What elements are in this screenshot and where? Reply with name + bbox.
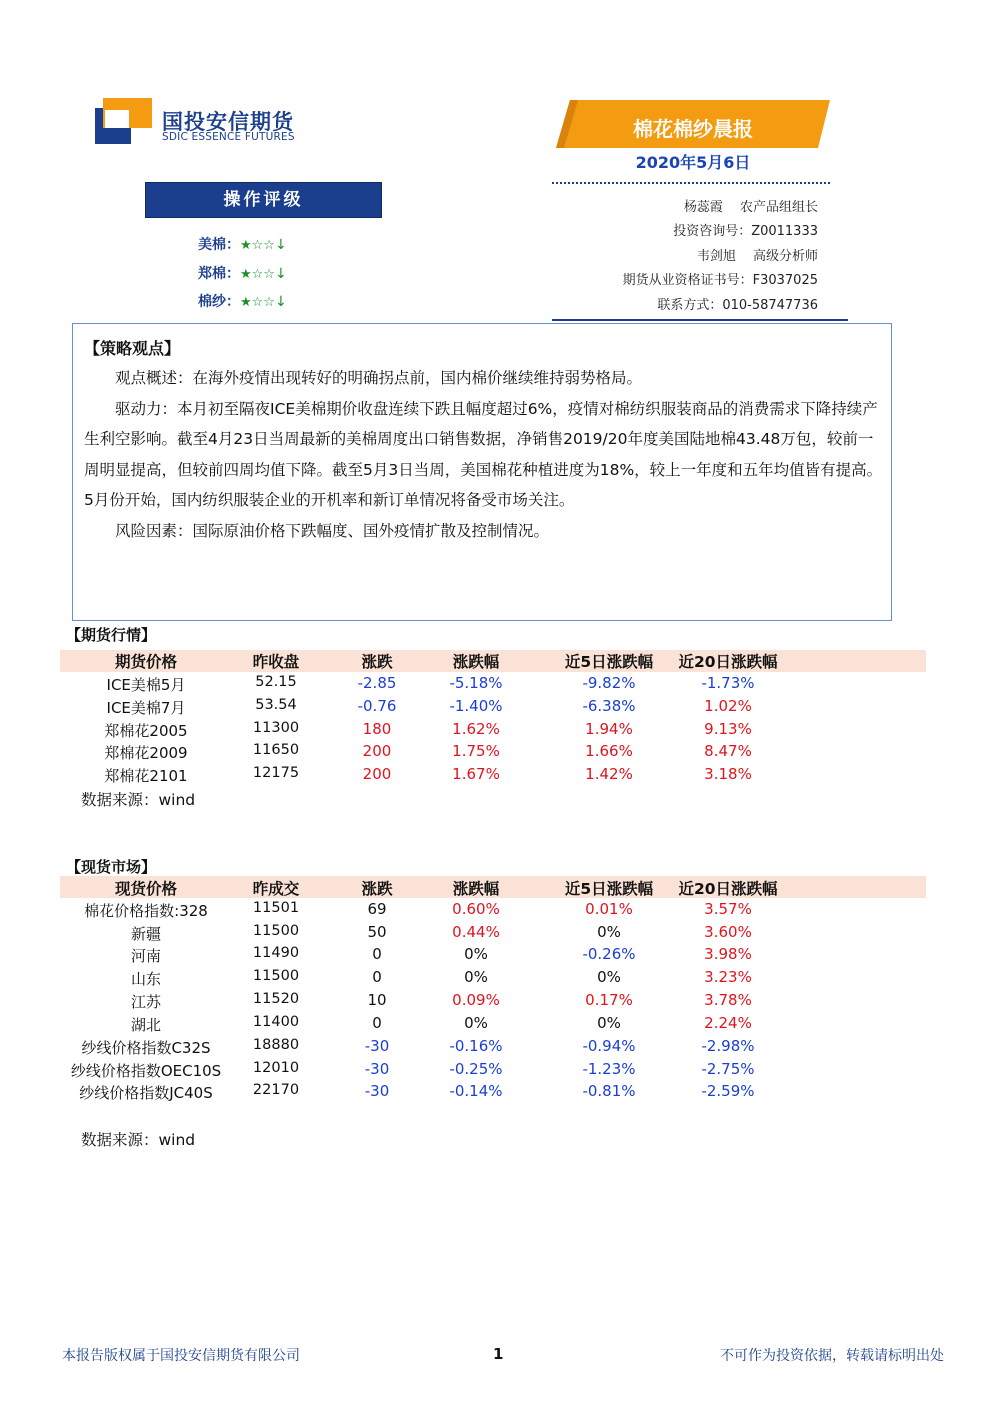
futures-cell: 郑棉花2101 xyxy=(104,767,188,785)
spot-cell: 0% xyxy=(597,1014,621,1032)
futures-cell: 1.62% xyxy=(452,720,500,738)
spot-cell: -0.94% xyxy=(582,1037,636,1055)
futures-cell: 53.54 xyxy=(255,697,297,713)
company-name-en: SDIC ESSENCE FUTURES xyxy=(162,131,295,143)
spot-cell: -30 xyxy=(364,1082,390,1100)
spot-cell: -0.25% xyxy=(449,1060,503,1078)
futures-cell: 12175 xyxy=(252,765,300,781)
rating-label: 棉纱： xyxy=(198,294,240,310)
spot-cell: 0 xyxy=(372,945,382,963)
futures-cell: 11300 xyxy=(252,720,300,736)
futures-title: 【期货行情】 xyxy=(66,626,157,644)
company-name-cn: 国投安信期货 xyxy=(162,110,294,134)
spot-cell: 3.57% xyxy=(704,900,752,918)
futures-cell: -9.82% xyxy=(582,674,636,692)
futures-header-cell: 涨跌 xyxy=(361,653,393,671)
analyst-info-line: 杨蕊霞 农产品组组长 xyxy=(683,200,818,215)
futures-cell: 52.15 xyxy=(255,674,297,690)
spot-cell: 11501 xyxy=(252,900,300,916)
spot-cell: 0.01% xyxy=(585,900,633,918)
spot-title: 【现货市场】 xyxy=(66,858,157,876)
divider xyxy=(552,319,848,321)
spot-header-cell: 近20日涨跌幅 xyxy=(678,880,778,898)
analyst-info-line: 投资咨询号：Z0011333 xyxy=(673,224,818,239)
report-date: 2020年5月6日 xyxy=(635,153,751,172)
spot-cell: 0% xyxy=(597,968,621,986)
spot-cell: 18880 xyxy=(252,1037,300,1053)
spot-cell: 0.60% xyxy=(452,900,500,918)
spot-cell: 69 xyxy=(367,900,387,918)
footer-disclaimer: 不可作为投资依据，转载请标明出处 xyxy=(720,1348,944,1364)
divider xyxy=(552,182,830,184)
futures-cell: 1.02% xyxy=(704,697,752,715)
strategy-paragraph: 风险因素：国际原油价格下跌幅度、国外疫情扩散及控制情况。 xyxy=(115,521,550,540)
futures-source: 数据来源：wind xyxy=(81,791,196,809)
spot-cell: 22170 xyxy=(252,1082,300,1098)
spot-cell: -30 xyxy=(364,1037,390,1055)
spot-cell: -2.59% xyxy=(701,1082,755,1100)
futures-cell: -1.40% xyxy=(449,697,503,715)
strategy-text xyxy=(84,363,884,546)
spot-cell: 2.24% xyxy=(704,1014,752,1032)
spot-cell: 河南 xyxy=(130,947,161,965)
rating-row xyxy=(198,234,287,254)
analyst-info-line: 联系方式：010-58747736 xyxy=(657,298,818,313)
star-rating-icon: ★☆☆ xyxy=(240,295,275,310)
arrow-down-icon: ↓ xyxy=(274,294,287,310)
company-logo-icon xyxy=(95,98,152,144)
strategy-paragraph: 驱动力：本月初至隔夜ICE美棉期价收盘连续下跌且幅度超过6%，疫情对棉纺织服装商品的消费需求下降持续产生利空影响。截至4月23日当周最新的美棉周度出口销售数据，净销售2019/20年度美国陆地棉43.48万包，较前一周明显提高，但较前四周均值下降。截至5月3日当周，美国棉花种植进度为18%，较上一年度和五年均值皆有提高。5月份开始，国内纺织服装企业的开机率和新订单情况将备受市场关注。 xyxy=(84,399,883,509)
spot-header-cell: 涨跌 xyxy=(361,880,393,898)
spot-cell: 3.23% xyxy=(704,968,752,986)
futures-cell: 11650 xyxy=(252,742,300,758)
futures-cell: 3.18% xyxy=(704,765,752,783)
strategy-paragraph: 观点概述：在海外疫情出现转好的明确拐点前，国内棉价继续维持弱势格局。 xyxy=(115,369,643,387)
spot-cell: 11500 xyxy=(252,968,300,984)
spot-cell: 0.44% xyxy=(452,923,500,941)
futures-header-cell: 昨收盘 xyxy=(252,653,300,671)
futures-cell: -1.73% xyxy=(701,674,755,692)
futures-header-cell: 近5日涨跌幅 xyxy=(564,653,654,671)
futures-header-cell: 近20日涨跌幅 xyxy=(678,653,778,671)
futures-cell: -5.18% xyxy=(449,674,503,692)
futures-cell: 1.67% xyxy=(452,765,500,783)
spot-cell: 0% xyxy=(597,923,621,941)
spot-cell: 纱线价格指数C32S xyxy=(81,1039,211,1057)
spot-cell: -0.14% xyxy=(449,1082,503,1100)
futures-cell: 1.42% xyxy=(585,765,633,783)
star-rating-icon: ★☆☆ xyxy=(240,238,275,253)
futures-cell: 郑棉花2009 xyxy=(104,744,188,762)
analyst-info-line: 期货从业资格证书号：F3037025 xyxy=(622,273,818,288)
report-title: 棉花棉纱晨报 xyxy=(633,117,753,141)
page-number: 1 xyxy=(493,1345,504,1363)
spot-cell: -0.26% xyxy=(582,945,636,963)
spot-cell: 江苏 xyxy=(130,993,161,1011)
spot-cell: 11520 xyxy=(252,991,300,1007)
spot-cell: 11400 xyxy=(252,1014,300,1030)
futures-header-cell: 期货价格 xyxy=(114,653,177,671)
futures-cell: ICE美棉5月 xyxy=(106,676,186,694)
futures-cell: -2.85 xyxy=(357,674,397,692)
spot-cell: 0% xyxy=(464,945,488,963)
spot-cell: 纱线价格指数OEC10S xyxy=(70,1062,222,1080)
spot-cell: 山东 xyxy=(130,970,161,988)
spot-cell: 纱线价格指数JC40S xyxy=(79,1084,213,1102)
spot-header-cell: 现货价格 xyxy=(114,880,177,898)
futures-cell: 200 xyxy=(362,742,392,760)
spot-cell: 3.78% xyxy=(704,991,752,1009)
spot-header-cell: 昨成交 xyxy=(252,880,300,898)
spot-cell: -30 xyxy=(364,1060,390,1078)
futures-cell: 1.94% xyxy=(585,720,633,738)
spot-cell: 12010 xyxy=(252,1060,300,1076)
analyst-info-line: 韦剑旭 高级分析师 xyxy=(696,249,818,264)
spot-cell: 3.60% xyxy=(704,923,752,941)
spot-cell: 0% xyxy=(464,1014,488,1032)
futures-cell: -6.38% xyxy=(582,697,636,715)
rating-row xyxy=(198,291,287,311)
futures-cell: 180 xyxy=(362,720,392,738)
futures-cell: -0.76 xyxy=(357,697,397,715)
star-rating-icon: ★☆☆ xyxy=(240,267,275,282)
spot-header-cell: 涨跌幅 xyxy=(452,880,500,898)
futures-cell: 200 xyxy=(362,765,392,783)
spot-cell: 50 xyxy=(367,923,387,941)
rating-title: 操作评级 xyxy=(145,182,382,218)
rating-label: 郑棉： xyxy=(198,266,240,282)
spot-header-cell: 近5日涨跌幅 xyxy=(564,880,654,898)
spot-cell: -1.23% xyxy=(582,1060,636,1078)
spot-cell: 11490 xyxy=(252,945,300,961)
spot-cell: -2.98% xyxy=(701,1037,755,1055)
spot-cell: 0 xyxy=(372,1014,382,1032)
spot-source: 数据来源：wind xyxy=(81,1131,196,1149)
footer-copyright: 本报告版权属于国投安信期货有限公司 xyxy=(62,1348,300,1364)
arrow-down-icon: ↓ xyxy=(274,237,287,253)
spot-cell: 0.09% xyxy=(452,991,500,1009)
spot-cell: 湖北 xyxy=(130,1016,161,1034)
futures-cell: 郑棉花2005 xyxy=(104,722,188,740)
spot-cell: 0% xyxy=(464,968,488,986)
spot-cell: -0.16% xyxy=(449,1037,503,1055)
rating-label: 美棉： xyxy=(198,237,240,253)
spot-cell: 3.98% xyxy=(704,945,752,963)
futures-cell: 9.13% xyxy=(704,720,752,738)
spot-cell: 新疆 xyxy=(130,925,161,943)
arrow-down-icon: ↓ xyxy=(274,266,287,282)
futures-header-cell: 涨跌幅 xyxy=(452,653,500,671)
futures-cell: 1.75% xyxy=(452,742,500,760)
spot-cell: 棉花价格指数:328 xyxy=(84,902,208,920)
rating-row xyxy=(198,263,287,283)
spot-cell: 0 xyxy=(372,968,382,986)
futures-cell: 1.66% xyxy=(585,742,633,760)
futures-cell: ICE美棉7月 xyxy=(106,699,186,717)
spot-cell: 11500 xyxy=(252,923,300,939)
futures-cell: 8.47% xyxy=(704,742,752,760)
spot-cell: 0.17% xyxy=(585,991,633,1009)
spot-cell: 10 xyxy=(367,991,387,1009)
spot-cell: -2.75% xyxy=(701,1060,755,1078)
spot-cell: -0.81% xyxy=(582,1082,636,1100)
strategy-title: 【策略观点】 xyxy=(84,339,181,358)
